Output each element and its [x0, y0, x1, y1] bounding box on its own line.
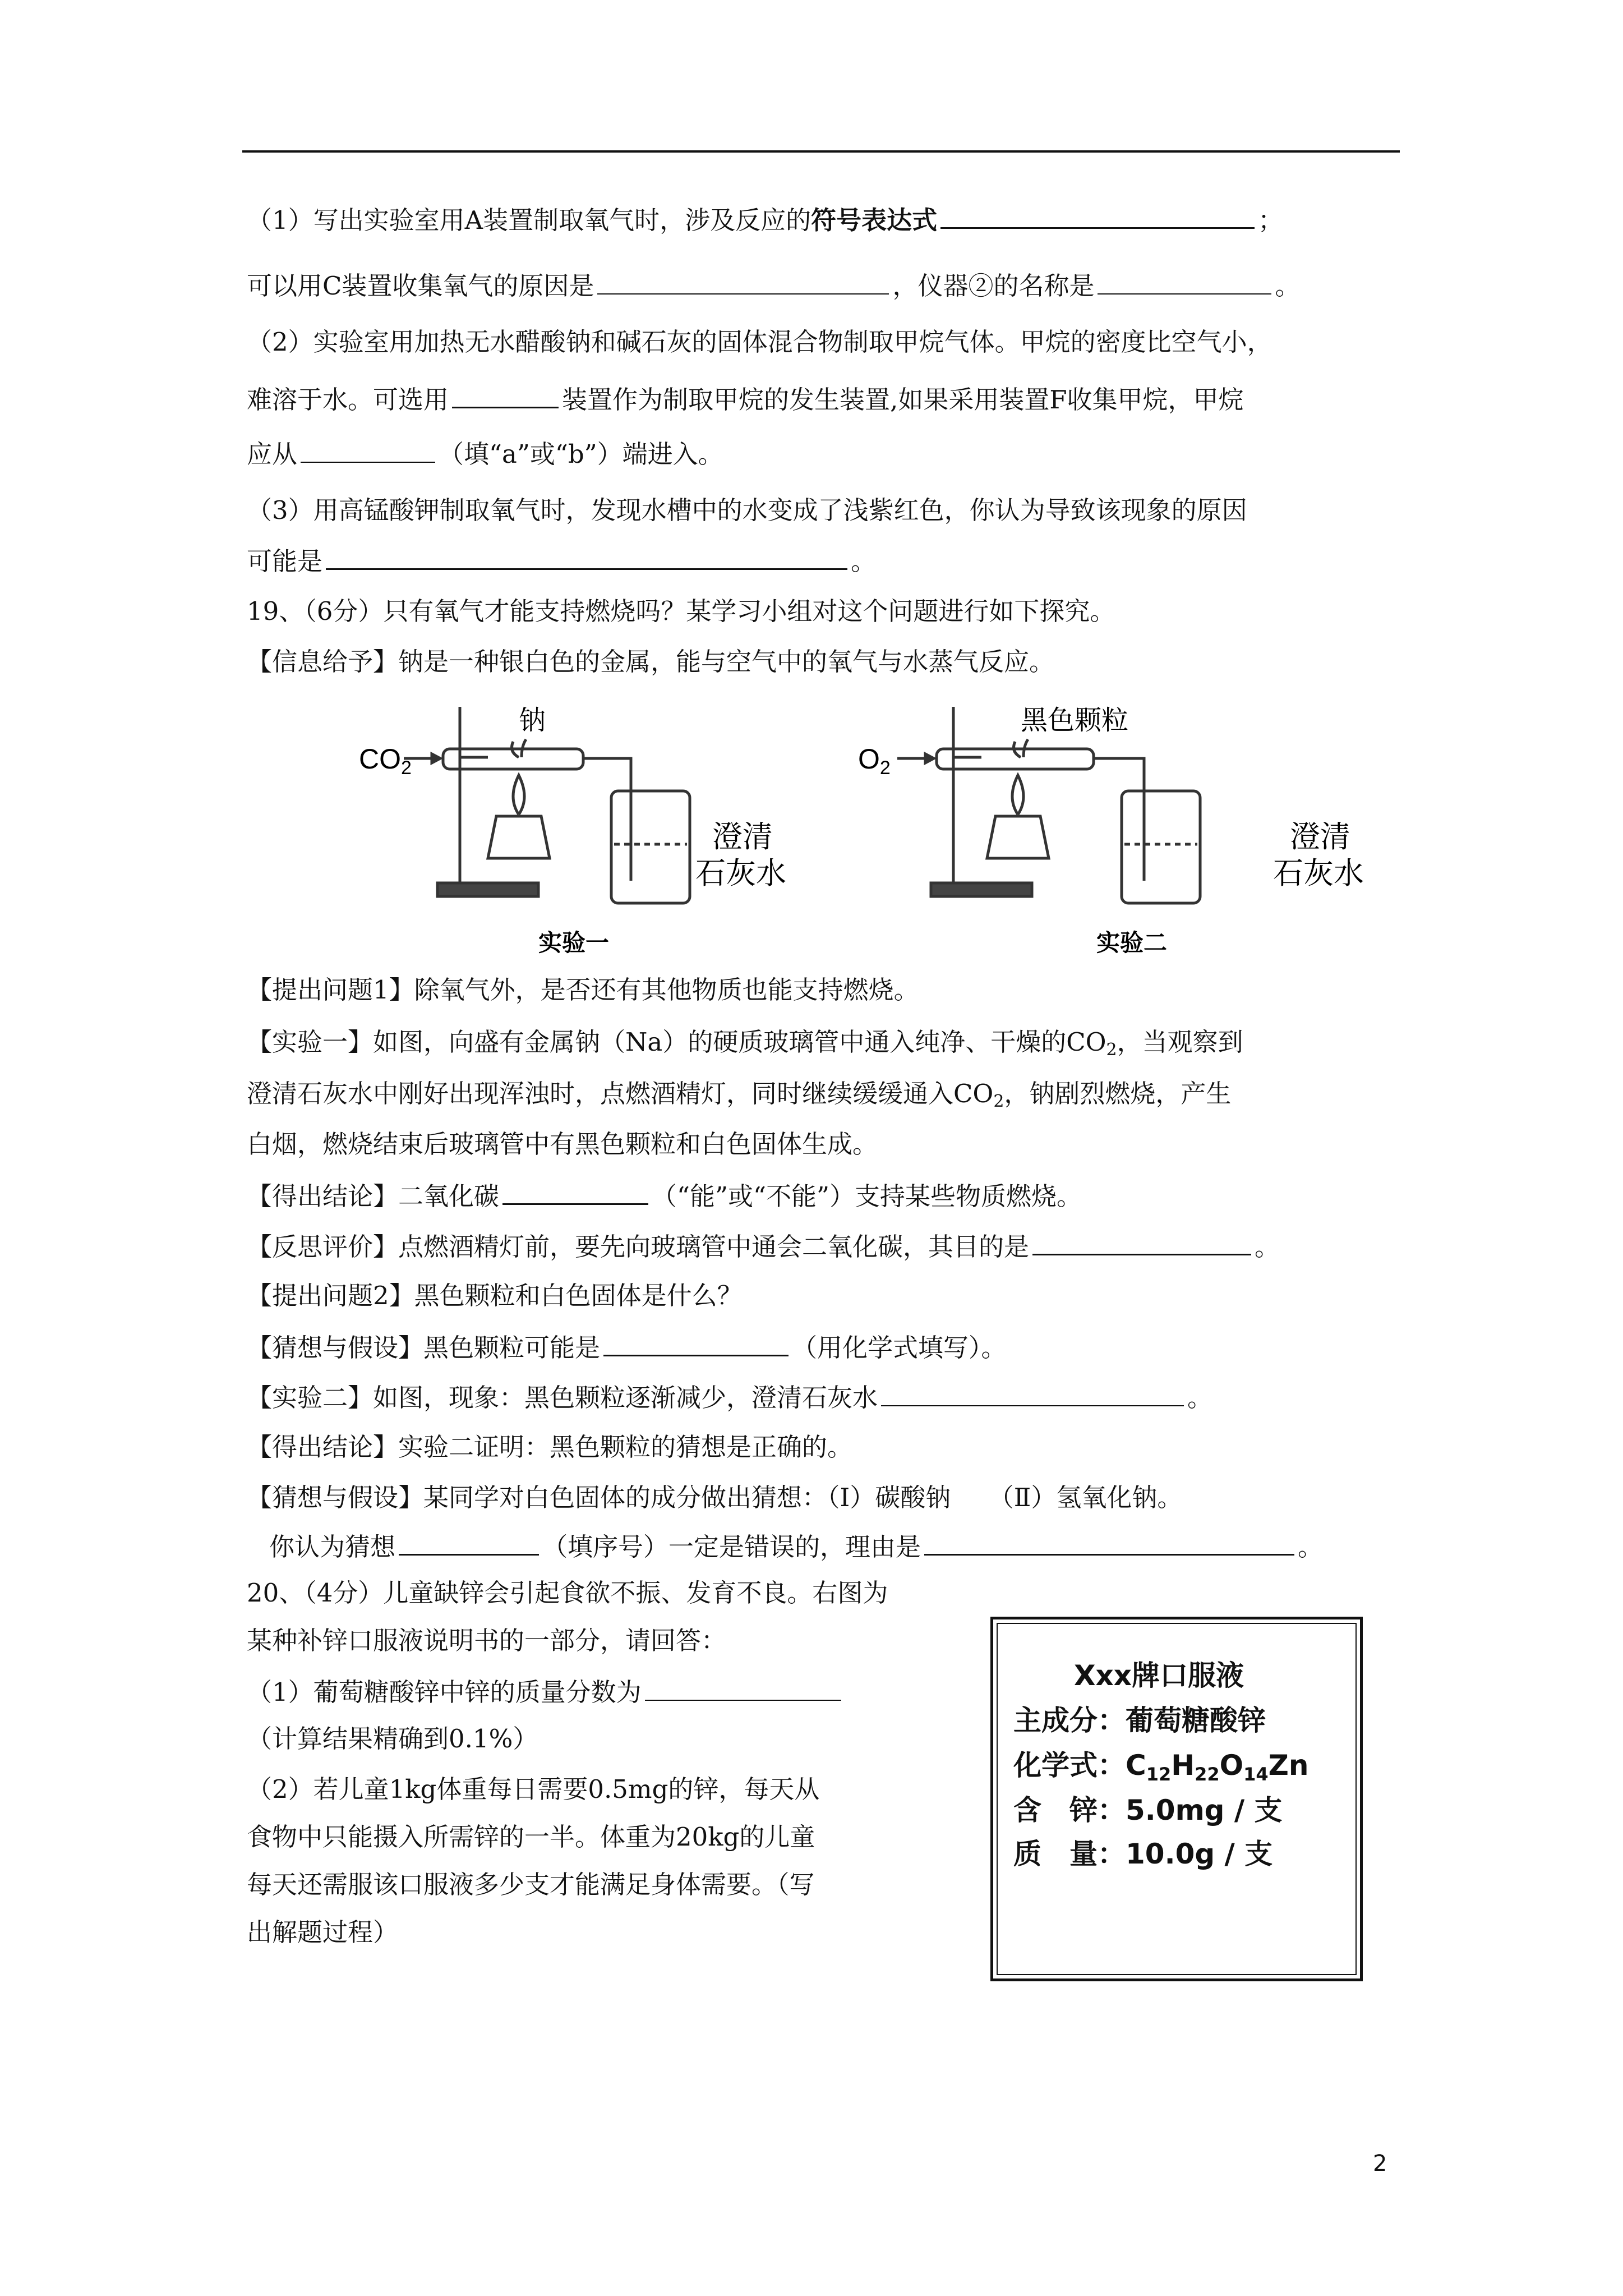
answer-blank[interactable]	[1032, 1228, 1251, 1255]
answer-blank[interactable]	[597, 268, 889, 295]
q19-experiment1c: 白烟，燃烧结束后玻璃管中有黑色颗粒和白色固体生成。	[247, 1129, 878, 1159]
q18-part1b: 可以用C装置收集氧气的原因是 ，仪器②的名称是 。	[247, 268, 1300, 303]
stand-base	[437, 883, 538, 896]
q18-part3: （3）用高锰酸钾制取氧气时，发现水槽中的水变成了浅紫红色，你认为导致该现象的原因	[247, 495, 1247, 525]
answer-blank[interactable]	[399, 1529, 539, 1556]
q19-conclusion1: 【得出结论】二氧化碳 （“能”或“不能”）支持某些物质燃烧。	[247, 1178, 1082, 1213]
q19-info: 【信息给予】钠是一种银白色的金属，能与空气中的氧气与水蒸气反应。	[247, 647, 1055, 677]
q19-title: 19、（6分）只有氧气才能支持燃烧吗？某学习小组对这个问题进行如下探究。	[247, 596, 1115, 626]
q19-hypothesis1: 【猜想与假设】黑色颗粒可能是 （用化学式填写）。	[247, 1329, 1007, 1365]
answer-blank[interactable]	[924, 1529, 1294, 1556]
answer-blank[interactable]	[940, 202, 1255, 229]
answer-blank[interactable]	[502, 1178, 648, 1205]
experiment-two	[897, 707, 1200, 903]
answer-blank[interactable]	[326, 543, 847, 570]
exp1-gas-label: $CO_2$	[359, 743, 412, 779]
answer-blank[interactable]	[603, 1329, 789, 1356]
q19-hypothesis2b: 你认为猜想 （填序号）一定是错误的，理由是 。	[269, 1529, 1323, 1564]
exp1-sodium-label: 钠	[519, 706, 546, 735]
page-number: 2	[1373, 2151, 1387, 2177]
q20-sub2d: 出解题过程）	[247, 1917, 399, 1947]
q18-part2: （2）实验室用加热无水醋酸钠和碱石灰的固体混合物制取甲烷气体。甲烷的密度比空气小，	[247, 327, 1272, 357]
label-formula: 化学式：$C_{12}H_{22}O_{14}Zn$	[1013, 1749, 1309, 1785]
q19-experiment1b: 澄清石灰水中刚好出现浑浊时，点燃酒精灯，同时继续缓缓通入$CO_2$，钠剧烈燃烧，产生	[247, 1079, 1232, 1111]
q19-question2: 【提出问题2】黑色颗粒和白色固体是什么？	[247, 1281, 743, 1310]
alcohol-lamp	[488, 816, 550, 858]
label-ingredient: 主成分：葡萄糖酸锌	[1013, 1704, 1266, 1737]
q19-experiment1: 【实验一】如图，向盛有金属钠（Na）的硬质玻璃管中通入纯净、干燥的$CO_2$，当观察到	[247, 1027, 1243, 1060]
label-title: Xxx牌口服液	[1074, 1659, 1244, 1692]
q19-reflection: 【反思评价】点燃酒精灯前，要先向玻璃管中通会二氧化碳，其目的是 。	[247, 1228, 1280, 1264]
alcohol-lamp	[987, 816, 1049, 858]
answer-blank[interactable]	[881, 1380, 1184, 1406]
q18-part2b: 难溶于水。可选用 装置作为制取甲烷的发生装置,如果采用装置F收集甲烷，甲烷	[247, 381, 1244, 417]
q19-experiment2: 【实验二】如图，现象：黑色颗粒逐渐减少，澄清石灰水 。	[247, 1380, 1212, 1415]
answer-blank[interactable]	[1098, 268, 1271, 295]
q19-hypothesis2: 【猜想与假设】某同学对白色固体的成分做出猜想：（Ⅰ）碳酸钠 （Ⅱ）氢氧化钠。	[247, 1483, 1183, 1512]
q18-part2c: 应从 （填“a”或“b”）端进入。	[247, 436, 723, 471]
exp2-particles-label: 黑色颗粒	[1021, 706, 1129, 735]
exp2-bottle-label-1: 澄清	[1290, 820, 1350, 854]
q18-part1: （1）写出实验室用A装置制取氧气时，涉及反应的符号表达式 ；	[247, 202, 1283, 237]
q20-sub2b: 食物中只能摄入所需锌的一半。体重为20kg的儿童	[247, 1822, 815, 1852]
experiment-one	[404, 707, 690, 903]
delivery-tube	[1094, 758, 1144, 791]
exp2-gas-label: $O_2$	[858, 743, 891, 779]
experiment-figure	[325, 690, 1413, 965]
arrow-head	[925, 754, 934, 763]
q20-sub2a: （2）若儿童1kg体重每日需要0.5mg的锌，每天从	[247, 1774, 820, 1804]
exp1-caption: 实验一	[538, 930, 610, 956]
exp2-caption: 实验二	[1096, 930, 1168, 956]
q19-question1: 【提出问题1】除氧气外，是否还有其他物质也能支持燃烧。	[247, 975, 919, 1005]
q20-sub2c: 每天还需服该口服液多少支才能满足身体需要。（写	[247, 1870, 815, 1899]
arrow-head	[432, 754, 440, 763]
q20-sub1b: （计算结果精确到0.1%）	[247, 1724, 538, 1754]
limewater-bottle	[611, 791, 690, 903]
answer-blank[interactable]	[452, 381, 559, 408]
lamp-flame	[513, 775, 524, 815]
answer-blank[interactable]	[301, 436, 435, 463]
q18-part3b: 可能是 。	[247, 543, 876, 578]
exp2-bottle-label-2: 石灰水	[1273, 857, 1364, 890]
q20-sub1: （1）葡萄糖酸锌中锌的质量分数为	[247, 1674, 845, 1709]
header-rule	[242, 150, 1400, 153]
q20-title2: 某种补锌口服液说明书的一部分，请回答：	[247, 1626, 727, 1655]
q19-conclusion2: 【得出结论】实验二证明：黑色颗粒的猜想是正确的。	[247, 1432, 853, 1462]
delivery-tube	[583, 758, 631, 791]
label-mass: 质 量：10.0g / 支	[1013, 1838, 1273, 1870]
lamp-flame	[1012, 775, 1023, 815]
q20-title: 20、（4分）儿童缺锌会引起食欲不振、发育不良。右图为	[247, 1578, 888, 1608]
answer-blank[interactable]	[645, 1674, 841, 1701]
oral-solution-label	[990, 1617, 1363, 1981]
label-zinc-content: 含 锌：5.0mg / 支	[1013, 1794, 1283, 1826]
exp1-bottle-label-1: 澄清	[712, 820, 773, 854]
exp1-bottle-label-2: 石灰水	[695, 857, 786, 890]
stand-base	[931, 883, 1032, 896]
limewater-bottle	[1122, 791, 1200, 903]
